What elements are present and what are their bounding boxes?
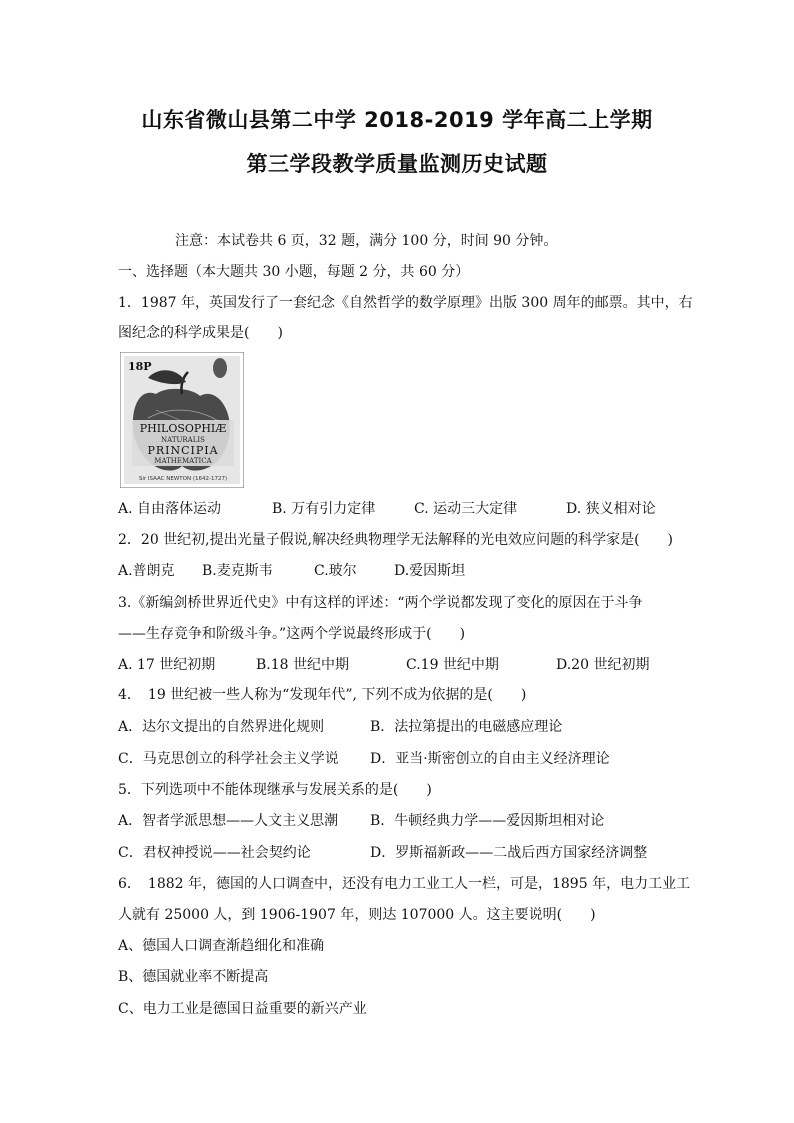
queen-head-icon [213, 358, 227, 378]
notice: 注意：本试卷共 6 页，32 题，满分 100 分，时间 90 分钟。 [175, 233, 558, 249]
q4-option-d: D．亚当·斯密创立的自由主义经济理论 [370, 751, 610, 767]
q2-stem: 2．20 世纪初,提出光量子假说,解决经典物理学无法解释的光电效应问题的科学家是( ) [118, 532, 673, 548]
q2-option-c: C.玻尔 [314, 563, 357, 579]
title-line-1: 山东省微山县第二中学 2018-2019 学年高二上学期 [141, 108, 653, 132]
q1-option-b: B. 万有引力定律 [272, 501, 376, 517]
stamp-text-1: PHILOSOPHIÆ [139, 422, 227, 435]
stamp-text-2: NATURALIS [161, 436, 205, 444]
q6-option-c: C、电力工业是德国日益重要的新兴产业 [118, 1001, 367, 1017]
q2-option-b: B.麦克斯韦 [202, 563, 273, 579]
q3-option-b: B.18 世纪中期 [256, 657, 350, 673]
q3-stem-line2: ——生存竞争和阶级斗争。”这两个学说最终形成于( ) [118, 626, 466, 642]
stamp-text-3: PRINCIPIA [147, 444, 219, 457]
stamp-text-4: MATHEMATICA [154, 457, 212, 465]
q5-option-c: C．君权神授说——社会契约论 [118, 845, 311, 861]
q1-option-a: A. 自由落体运动 [118, 501, 222, 517]
stamp-value: 18P [128, 360, 152, 373]
q1-stem-line2: 图纪念的科学成果是( ) [118, 325, 283, 341]
q3-option-d: D.20 世纪初期 [556, 657, 650, 673]
section-heading: 一、选择题（本大题共 30 小题，每题 2 分，共 60 分） [118, 264, 470, 280]
q1-option-d: D. 狭义相对论 [566, 501, 656, 517]
q3-option-a: A. 17 世纪初期 [118, 657, 216, 673]
q1-option-c: C. 运动三大定律 [414, 501, 518, 517]
q6-option-b: B、德国就业率不断提高 [118, 969, 269, 985]
q4-option-a: A．达尔文提出的自然界进化规则 [118, 719, 325, 735]
q1-stem-line1: 1．1987 年，英国发行了一套纪念《自然哲学的数学原理》出版 300 周年的邮票。其中，右 [118, 295, 693, 311]
title-line-2: 第三学段教学质量监测历史试题 [246, 152, 548, 176]
stamp-caption: Sir ISAAC NEWTON (1642-1727) [138, 476, 228, 482]
q3-option-c: C.19 世纪中期 [406, 657, 499, 673]
q4-option-c: C．马克思创立的科学社会主义学说 [118, 751, 339, 767]
q5-option-a: A．智者学派思想——人文主义思潮 [118, 813, 339, 829]
q3-stem-line1: 3.《新编剑桥世界近代史》中有这样的评述：“两个学说都发现了变化的原因在于斗争 [118, 595, 643, 611]
q4-stem: 4． 19 世纪被一些人称为“发现年代”, 下列不成为依据的是( ) [118, 687, 527, 703]
q5-option-d: D．罗斯福新政——二战后西方国家经济调整 [370, 845, 648, 861]
q4-option-b: B．法拉第提出的电磁感应理论 [370, 719, 563, 735]
q2-option-a: A.普朗克 [118, 563, 175, 579]
q2-option-d: D.爱因斯坦 [394, 563, 466, 579]
q6-stem-line1: 6． 1882 年，德国的人口调查中，还没有电力工业工人一栏，可是，1895 年，电力工业工 [118, 876, 691, 892]
q5-stem: 5．下列选项中不能体现继承与发展关系的是( ) [118, 782, 432, 798]
q6-option-a: A、德国人口调查渐趋细化和准确 [118, 938, 325, 954]
newton-stamp-image [120, 352, 244, 488]
q5-option-b: B．牛顿经典力学——爱因斯坦相对论 [370, 813, 605, 829]
q6-stem-line2: 人就有 25000 人，到 1906-1907 年，则达 107000 人。这主要说明( ) [118, 907, 596, 923]
